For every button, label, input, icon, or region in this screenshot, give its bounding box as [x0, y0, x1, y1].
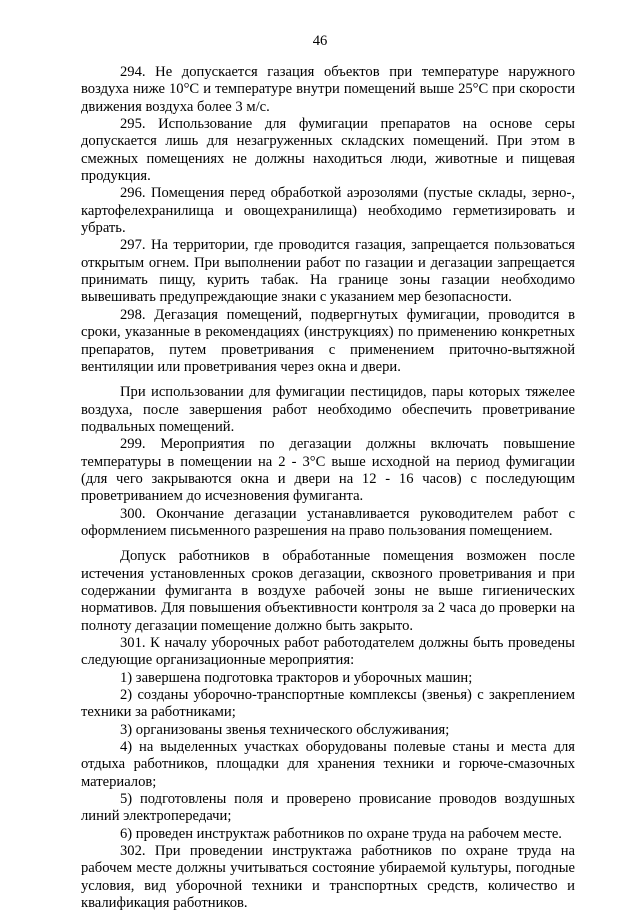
document-body [81, 64, 575, 913]
paragraph: При использовании для фумигации пестицидов, пары которых тяжелее воздуха, после завершения работ необходимо обеспечить проветривание подвальных помещений. [81, 384, 575, 435]
paragraph: 300. Окончание дегазации устанавливается руководителем работ с оформлением письменного разрешения на право пользования помещением. [81, 505, 575, 539]
paragraph: 296. Помещения перед обработкой аэрозолями (пустые склады, зерно-, картофелехранилища и овощехранилища) необходимо герметизировать и убрать. [81, 185, 575, 237]
paragraph: 301. К началу уборочных работ работодателем должны быть проведены следующие организационные мероприятия: [81, 635, 575, 669]
paragraph: 3) организованы звенья технического обслуживания; [120, 721, 450, 738]
paragraph: 299. Мероприятия по дегазации должны включать повышение температуры в помещении на 2 - 3°С выше исходной на период фумигации (для чего закрываются окна и двери на 12 - 16 часов) с последующим проветриванием до исчезновения фумиганта. [81, 436, 575, 505]
paragraph: Допуск работников в обработанные помещения возможен после истечения установленных сроков дегазации, сквозного проветривания и при содержании фумиганта в воздухе рабочей зоны не выше гигиенических нормативов. Для повышения объективности контроля за 2 часа до проверки на полноту дегазации помещение должно быть закрыто. [81, 548, 575, 634]
paragraph: 294. Не допускается газация объектов при температуре наружного воздуха ниже 10°С и температуре внутри помещений выше 25°С при скорости движения воздуха более 3 м/с. [81, 64, 575, 115]
paragraph: 297. На территории, где проводится газация, запрещается пользоваться открытым огнем. При выполнении работ по газации и дегазации запрещается принимать пищу, курить табак. На границе зоны газации необходимо вывешивать предупреждающие знаки с указанием мер безопасности. [81, 237, 575, 306]
paragraph: 5) подготовлены поля и проверено провисание проводов воздушных линий электропередачи; [81, 791, 575, 825]
paragraph: 2) созданы уборочно-транспортные комплексы (звенья) с закреплением техники за работниками; [81, 687, 575, 721]
paragraph: 6) проведен инструктаж работников по охране труда на рабочем месте. [120, 825, 562, 842]
page-number: 46 [312, 33, 328, 49]
paragraph: 302. При проведении инструктажа работников по охране труда на рабочем месте должны учитываться состояние убираемой культуры, погодные условия, вид уборочной техники и транспортных средств, количество и квалификация работников. [81, 843, 575, 912]
paragraph: 295. Использование для фумигации препаратов на основе серы допускается лишь для незагруженных складских помещений. При этом в смежных помещениях не должны находиться люди, животные и пищевая продукция. [81, 116, 575, 185]
paragraph: 1) завершена подготовка тракторов и уборочных машин; [120, 669, 473, 686]
paragraph: 4) на выделенных участках оборудованы полевые станы и места для отдыха работников, площадки для хранения техники и горюче-смазочных материалов; [81, 739, 575, 790]
paragraph: 298. Дегазация помещений, подвергнутых фумигации, проводится в сроки, указанные в рекомендациях (инструкциях) по применению конкретных препаратов, путем проветривания с применением приточно-вытяжной вентиляции или проветривания через окна и двери. [81, 306, 575, 375]
